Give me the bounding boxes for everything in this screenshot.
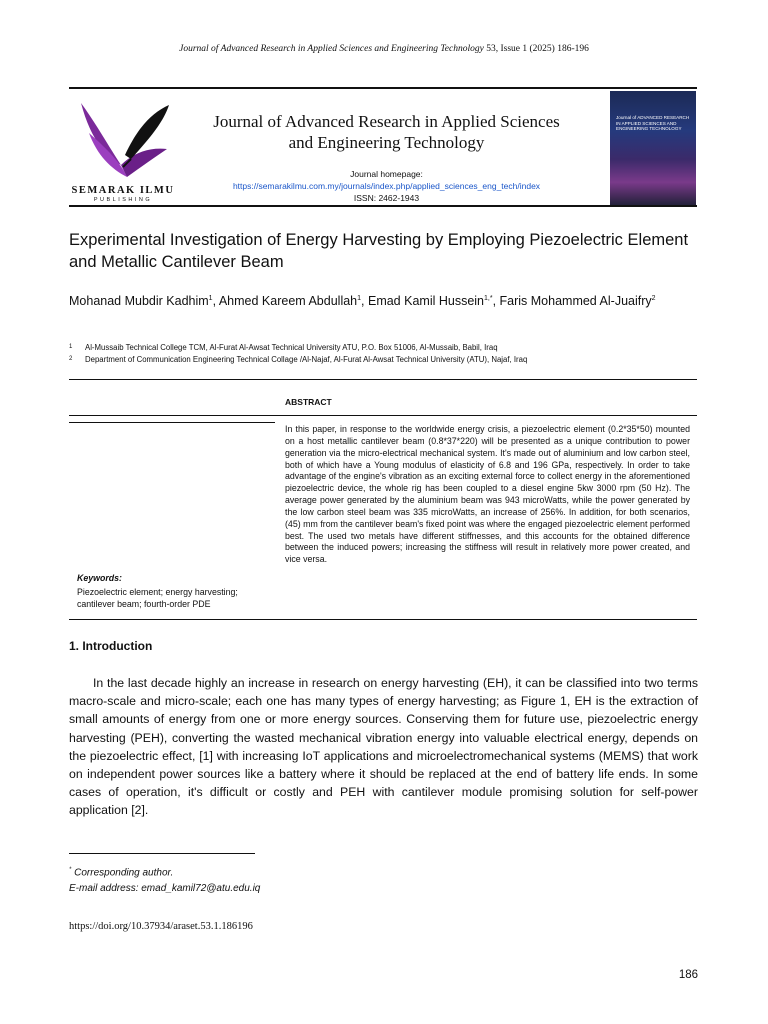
affiliation-row — [69, 342, 709, 354]
issn: ISSN: 2462-1943 — [353, 193, 420, 203]
author-affiliation-mark: 1 — [357, 295, 362, 302]
journal-masthead — [69, 87, 697, 207]
footnote-marker: * — [69, 867, 72, 873]
page-number: 186 — [678, 969, 698, 981]
author-name: Ahmed Kareem Abdullah — [218, 294, 358, 309]
author-affiliation-mark: 2 — [651, 295, 656, 302]
author-list: Mohanad Mubdir Kadhim$^1$, Ahmed Kareem Abdullah$^1$, Emad Kamil Hussein$^{1,*}$, Faris Mohammed Al-Juaifry$^2$ — [69, 294, 656, 309]
homepage-link[interactable]: https://semarakilmu.com.my/journals/index.php/applied_sciences_eng_tech/index — [232, 181, 541, 191]
affiliation-number: 2 — [69, 355, 73, 362]
abstract-heading: ABSTRACT — [285, 397, 332, 407]
corresponding-author-label: Corresponding author. — [74, 867, 174, 879]
logo-wordmark: SEMARAK ILMU — [71, 185, 175, 196]
keywords-label: Keywords: — [77, 573, 122, 583]
footnote — [69, 862, 260, 897]
author-affiliation-mark: 1 — [208, 295, 213, 302]
affiliations — [69, 342, 709, 365]
affiliation-number: 1 — [69, 344, 73, 350]
keywords-text: Piezoelectric element; energy harvesting; cantilever beam; fourth-order PDE — [77, 587, 238, 610]
author-name: Mohanad Mubdir Kadhim — [69, 294, 209, 309]
doi-link[interactable]: https://doi.org/10.37934/araset.53.1.186196 — [69, 921, 253, 932]
abstract-divider — [69, 415, 697, 416]
keywords-divider — [69, 422, 275, 423]
journal-title: Journal of Advanced Research in Applied Sciences and Engineering Technology — [213, 112, 560, 152]
abstract-table — [69, 379, 697, 620]
author-affiliation-mark: 1,* — [484, 295, 493, 302]
journal-homepage-block — [209, 168, 564, 204]
author-name: Emad Kamil Hussein — [367, 294, 484, 309]
intro-paragraph: In the last decade highly an increase in research on energy harvesting (EH), it can be classified into two terms macro-scale and micro-scale; each one has many types of energy harvesting; as Figure 1, EH is the extraction of small amounts of energy from one or more energy sources. Conserving them for future use, piezoelectric energy harvesting (PEH), converting the wasted mechanical vibration energy into valuable electrical energy, depends on the piezoelectric effect, [1] with increasing IoT applications and microelectromechanical systems (MEMS) that work on independent power sources like a battery where it should be replaced at the end of battery life ends. In some cases of operation, it's difficult or costly and PEH with cantilever module promising solution for self-power application [2]. — [69, 676, 698, 818]
affiliation-text: Department of Communication Engineering Technical Collage /Al-Najaf, Al-Furat Al-Awsat Technical University (ATU), Najaf, Iraq — [85, 354, 528, 364]
journal-cover-image — [610, 91, 696, 205]
footnote-divider — [69, 853, 255, 854]
logo-subtitle: PUBLISHING — [93, 197, 153, 203]
running-head — [0, 44, 768, 54]
homepage-label: Journal homepage: — [350, 169, 423, 179]
running-head-issue: 53, Issue 1 (2025) 186-196 — [486, 44, 589, 54]
affiliation-text: Al-Mussaib Technical College TCM, Al-Furat Al-Awsat Technical University ATU, P.O. Box 51006, Al-Mussaib, Babil, Iraq — [85, 343, 498, 352]
affiliation-row — [69, 354, 709, 366]
corresponding-author-note — [69, 862, 260, 881]
running-head-journal: Journal of Advanced Research in Applied Sciences and Engineering Technology — [179, 44, 484, 54]
email-address: E-mail address: emad_kamil72@atu.edu.iq — [69, 883, 261, 895]
section-heading: 1. Introduction — [69, 639, 153, 653]
cover-title: Journal of ADVANCED RESEARCH IN APPLIED SCIENCES AND ENGINEERING TECHNOLOGY — [616, 115, 690, 132]
author-name: Faris Mohammed Al-Juaifry — [499, 294, 652, 309]
article-title: Experimental Investigation of Energy Harvesting by Employing Piezoelectric Element and Metallic Cantilever Beam — [69, 231, 689, 271]
abstract-text: In this paper, in response to the worldwide energy crisis, a piezoelectric element (0.2*35*50) mounted on a host metallic cantilever beam (0.8*37*220) will be presented as a unique contribution to power generation via the micro-electrical mechanical system. It's made out of aluminium and low carbon steel, both of which have a Young modulus of elasticity of 6.8 and 196 GPa, respectively. In order to take advantage of the engine's vibration as an exciting external force to collect energy in the aforementioned piezoelectric device, the whole rig has been coupled to a diesel engine 5kw 3000 rpm (50 Hz). The average power generated by the aluminium beam was 943 microWatts, while the power generated by the low carbon steel beam was 335 microWatts, an increase of 256%. In addition, for both scenarios, (45) mm from the cantilever beam's fixed point was where the engaged piezoelectric element performed best. The used two metals have different stiffnesses, and this accounts for the obtained difference between the induced powers; increasing the stiffness will result in relatively more power created, and vice versa. — [285, 424, 690, 565]
